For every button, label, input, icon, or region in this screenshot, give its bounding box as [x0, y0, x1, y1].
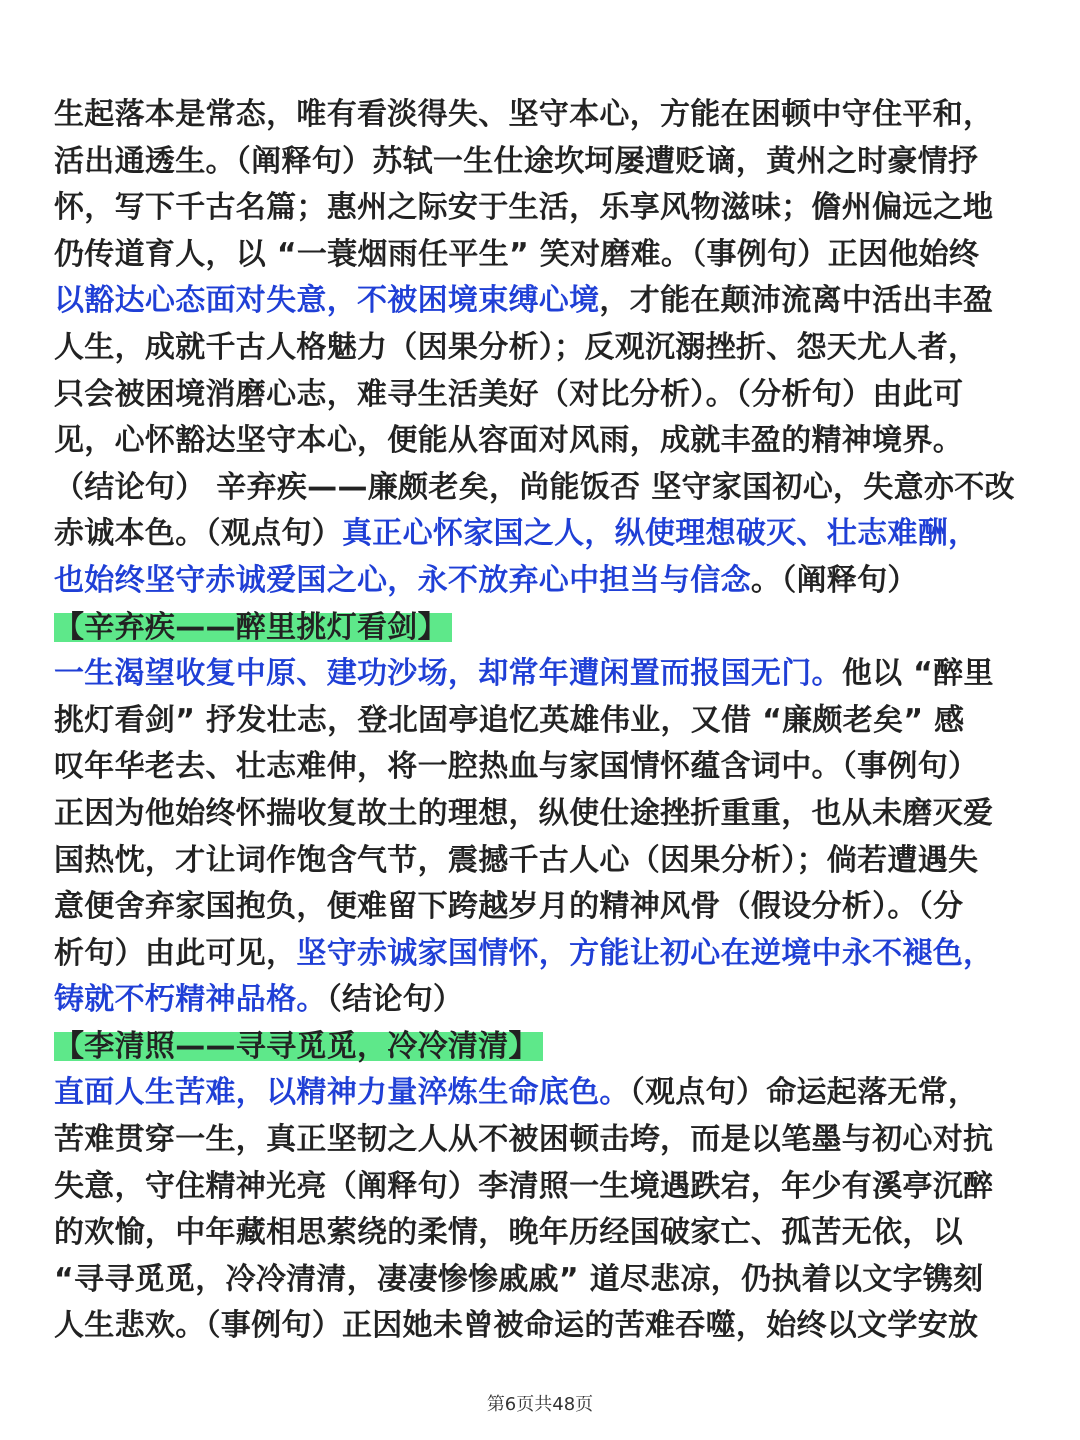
body-text-segment: ，才能在颠沛流离中活出丰盈	[599, 283, 994, 319]
body-text-segment: 仍传道育人，以 “一蓑烟雨任平生” 笑对磨难。（事例句）正因他始终	[54, 236, 980, 272]
body-text-segment: 挑灯看剑” 抒发壮志，登北固亭追忆英雄伟业，又借 “廉颇老矣” 感	[54, 702, 965, 738]
text-line	[54, 139, 1026, 186]
body-text-segment: （结论句）	[326, 982, 464, 1018]
body-text-segment: 赤诚本色。（观点句）	[54, 516, 342, 552]
body-text-segment: 生起落本是常态，唯有看淡得失、坚守本心，方能在困顿中守住平和，	[54, 97, 994, 132]
body-text-segment: 。（阐释句）	[750, 562, 918, 598]
text-line	[54, 1024, 1026, 1071]
text-line	[54, 185, 1026, 232]
body-text-segment: “寻寻觅觅，冷冷清清，凄凄惨惨戚戚” 道尽悲凉，仍执着以文字镌刻	[54, 1261, 984, 1297]
text-line	[54, 977, 1026, 1024]
body-text-segment: 他以 “醉里	[841, 656, 994, 692]
body-text-segment: 只会被困境消磨心志，难寻生活美好（对比分析）。（分析句）由此可	[54, 376, 964, 412]
body-text-segment: 苦难贯穿一生，真正坚韧之人从不被困顿击垮，而是以笔墨与初心对抗	[54, 1122, 994, 1158]
text-line	[54, 1164, 1026, 1211]
text-line	[54, 744, 1026, 791]
section-heading: 【李清照——寻寻觅觅，冷冷清清】	[54, 1029, 543, 1064]
emphasized-text: 铸就不朽精神品格。	[54, 982, 327, 1018]
body-text-segment: 正因为他始终怀揣收复故土的理想，纵使仕途挫折重重，也从未磨灭爱	[54, 795, 994, 831]
text-line	[54, 465, 1026, 512]
emphasized-text: 真正心怀家国之人，纵使理想破灭、壮志难酬，	[342, 516, 979, 552]
body-text-segment: 析句）由此可见，	[54, 935, 297, 971]
body-text-segment: 国热忱，才让词作饱含气节，震撼千古人心（因果分析）；倘若遭遇失	[54, 842, 979, 878]
body-text-segment: 的欢愉，中年藏相思萦绕的柔情，晚年历经国破家亡、孤苦无依，以	[54, 1215, 963, 1251]
text-line	[54, 884, 1026, 931]
body-text-segment: 人生，成就千古人格魅力（因果分析）；反观沉溺挫折、怨天尤人者，	[54, 329, 979, 365]
text-line	[54, 558, 1026, 605]
text-line	[54, 92, 1026, 139]
body-text-segment: 见，心怀豁达坚守本心，便能从容面对风雨，成就丰盈的精神境界。	[54, 423, 963, 459]
section-heading: 【辛弃疾——醉里挑灯看剑】	[54, 610, 452, 645]
text-line	[54, 232, 1026, 279]
text-line	[54, 605, 1026, 652]
text-line	[54, 1257, 1026, 1304]
body-text-segment: （观点句）命运起落无常，	[629, 1075, 979, 1111]
body-text-segment: 失意，守住精神光亮（阐释句）李清照一生境遇跌宕，年少有溪亭沉醉	[54, 1168, 994, 1204]
body-text-segment: 叹年华老去、壮志难伸，将一腔热血与家国情怀蕴含词中。（事例句）	[54, 749, 979, 785]
emphasized-text: 以豁达心态面对失意，不被困境束缚心境	[54, 283, 600, 319]
text-line	[54, 372, 1026, 419]
essay-body	[54, 92, 1026, 1350]
emphasized-text: 坚守赤诚家国情怀，方能让初心在逆境中永不褪色，	[296, 935, 994, 971]
text-line	[54, 791, 1026, 838]
text-line	[54, 1070, 1026, 1117]
text-line	[54, 651, 1026, 698]
emphasized-text: 一生渴望收复中原、建功沙场，却常年遭闲置而报国无门。	[54, 656, 842, 692]
body-text-segment: （结论句） 辛弃疾——廉颇老矣，尚能饭否 坚守家国初心，失意亦不改	[54, 469, 1015, 505]
text-line	[54, 278, 1026, 325]
text-line	[54, 325, 1026, 372]
page-number: 第6页共48页	[486, 1394, 594, 1415]
text-line	[54, 1117, 1026, 1164]
text-line	[54, 1303, 1026, 1350]
text-line	[54, 698, 1026, 745]
text-line	[54, 838, 1026, 885]
body-text-segment: 意便舍弃家国抱负，便难留下跨越岁月的精神风骨（假设分析）。（分	[54, 889, 964, 925]
text-line	[54, 418, 1026, 465]
text-line	[54, 511, 1026, 558]
emphasized-text: 直面人生苦难，以精神力量淬炼生命底色。	[54, 1075, 630, 1111]
body-text-segment: 活出通透生。（阐释句）苏轼一生仕途坎坷屡遭贬谪，黄州之时豪情抒	[54, 143, 979, 179]
body-text-segment: 怀，写下千古名篇；惠州之际安于生活，乐享风物滋味；儋州偏远之地	[54, 190, 994, 226]
emphasized-text: 也始终坚守赤诚爱国之心，永不放弃心中担当与信念	[54, 562, 751, 598]
body-text-segment: 人生悲欢。（事例句）正因她未曾被命运的苦难吞噬，始终以文学安放	[54, 1308, 979, 1344]
text-line	[54, 1210, 1026, 1257]
text-line	[54, 931, 1026, 978]
